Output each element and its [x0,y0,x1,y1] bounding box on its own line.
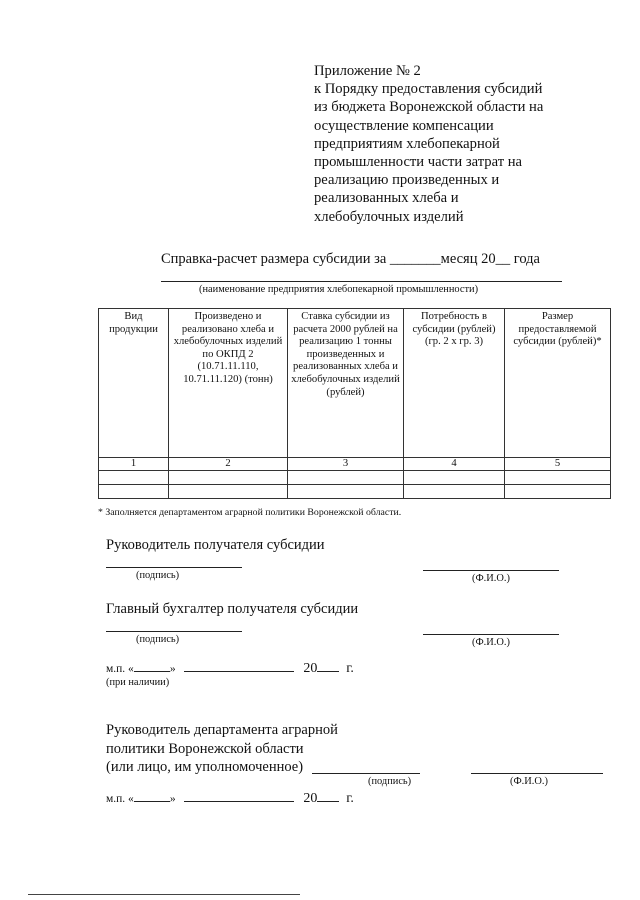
day-field[interactable] [134,660,170,672]
table-cell[interactable] [169,471,288,485]
year-prefix: 20 [303,661,318,676]
table-cell[interactable] [169,485,288,499]
table-cell[interactable] [404,471,505,485]
year-suffix: г. [346,791,354,806]
year-suffix: г. [346,661,354,676]
department-head-title [106,721,338,777]
table-cell[interactable] [288,485,404,499]
stamp-label: м.п. « [106,663,134,675]
stamp-note: (при наличии) [106,677,170,688]
department-line: политики Воронежской области [106,740,304,757]
page-bottom-rule [28,894,300,895]
header-cell: Потребность в субсидии (рублей) (гр. 2 х гр. 3) [404,309,505,458]
appendix-line: реализованных хлеба и [314,190,459,207]
enterprise-caption: (наименование предприятия хлебопекарной промышленности) [199,284,479,295]
recipient-head-title: Руководитель получателя субсидии [106,537,325,553]
signature-label: (подпись) [368,776,412,787]
table-cell[interactable] [288,471,404,485]
stamp-label: м.п. « [106,793,134,805]
department-signature-line[interactable] [312,773,420,774]
table-row [99,471,611,485]
appendix-line: Приложение № 2 [314,63,421,79]
appendix-line: из бюджета Воронежской области на [314,99,544,116]
year-prefix: 20 [303,791,318,806]
name-label: (Ф.И.О.) [472,573,510,584]
header-cell: Ставка субсидии из расчета 2000 рублей на реализацию 1 тонны произведенных и реализованных хлеба и хлебобулочных изделий (рублей) [288,309,404,458]
signature-label: (подпись) [136,570,180,581]
chief-accountant-title: Главный бухгалтер получателя субсидии [106,601,359,617]
year-field[interactable] [317,660,339,672]
recipient-head-signature-line[interactable] [106,567,242,568]
form-title: Справка-расчет размера субсидии за _______месяц 20__ года [161,251,540,267]
appendix-line: предприятиям хлебопекарной [314,135,500,152]
table-header-row [99,309,611,458]
column-number: 5 [505,458,611,471]
footnote: * Заполняется департаментом аграрной политики Воронежской области. [98,507,402,518]
department-line: Руководитель департамента аграрной [106,722,338,738]
table-cell[interactable] [505,471,611,485]
table-cell[interactable] [99,471,169,485]
column-number: 3 [288,458,404,471]
month-field[interactable] [184,790,294,802]
enterprise-name-line[interactable] [161,281,562,282]
table-cell[interactable] [505,485,611,499]
subsidy-calculation-table [98,308,611,499]
header-cell: Произведено и реализовано хлеба и хлебобулочных изделий по ОКПД 2 (10.71.11.110, 10.71.11.120) (тонн) [169,309,288,458]
table-cell[interactable] [99,485,169,499]
stamp-date-line-department [106,790,354,807]
column-number: 2 [169,458,288,471]
header-cell: Размер предоставляемой субсидии (рублей)* [505,309,611,458]
accountant-signature-line[interactable] [106,631,242,632]
stamp-date-line [106,660,354,677]
stamp-close: » [169,663,176,675]
signature-label: (подпись) [136,634,180,645]
column-number: 1 [99,458,169,471]
day-field[interactable] [134,790,170,802]
name-label: (Ф.И.О.) [472,637,510,648]
year-field[interactable] [317,790,339,802]
appendix-header [314,62,543,226]
appendix-line: к Порядку предоставления субсидий [314,81,543,98]
department-name-line[interactable] [471,773,603,774]
header-cell: Вид продукции [99,309,169,458]
stamp-close: » [169,793,176,805]
column-number-row [99,458,611,471]
appendix-line: реализацию произведенных и [314,172,500,189]
department-line: (или лицо, им уполномоченное) [106,759,304,775]
name-label: (Ф.И.О.) [510,776,548,787]
table-cell[interactable] [404,485,505,499]
recipient-head-name-line[interactable] [423,570,559,571]
month-field[interactable] [184,660,294,672]
appendix-line: хлебобулочных изделий [314,208,464,225]
column-number: 4 [404,458,505,471]
appendix-line: осуществление компенсации [314,117,494,134]
appendix-line: промышленности части затрат на [314,154,523,171]
table-row [99,485,611,499]
accountant-name-line[interactable] [423,634,559,635]
